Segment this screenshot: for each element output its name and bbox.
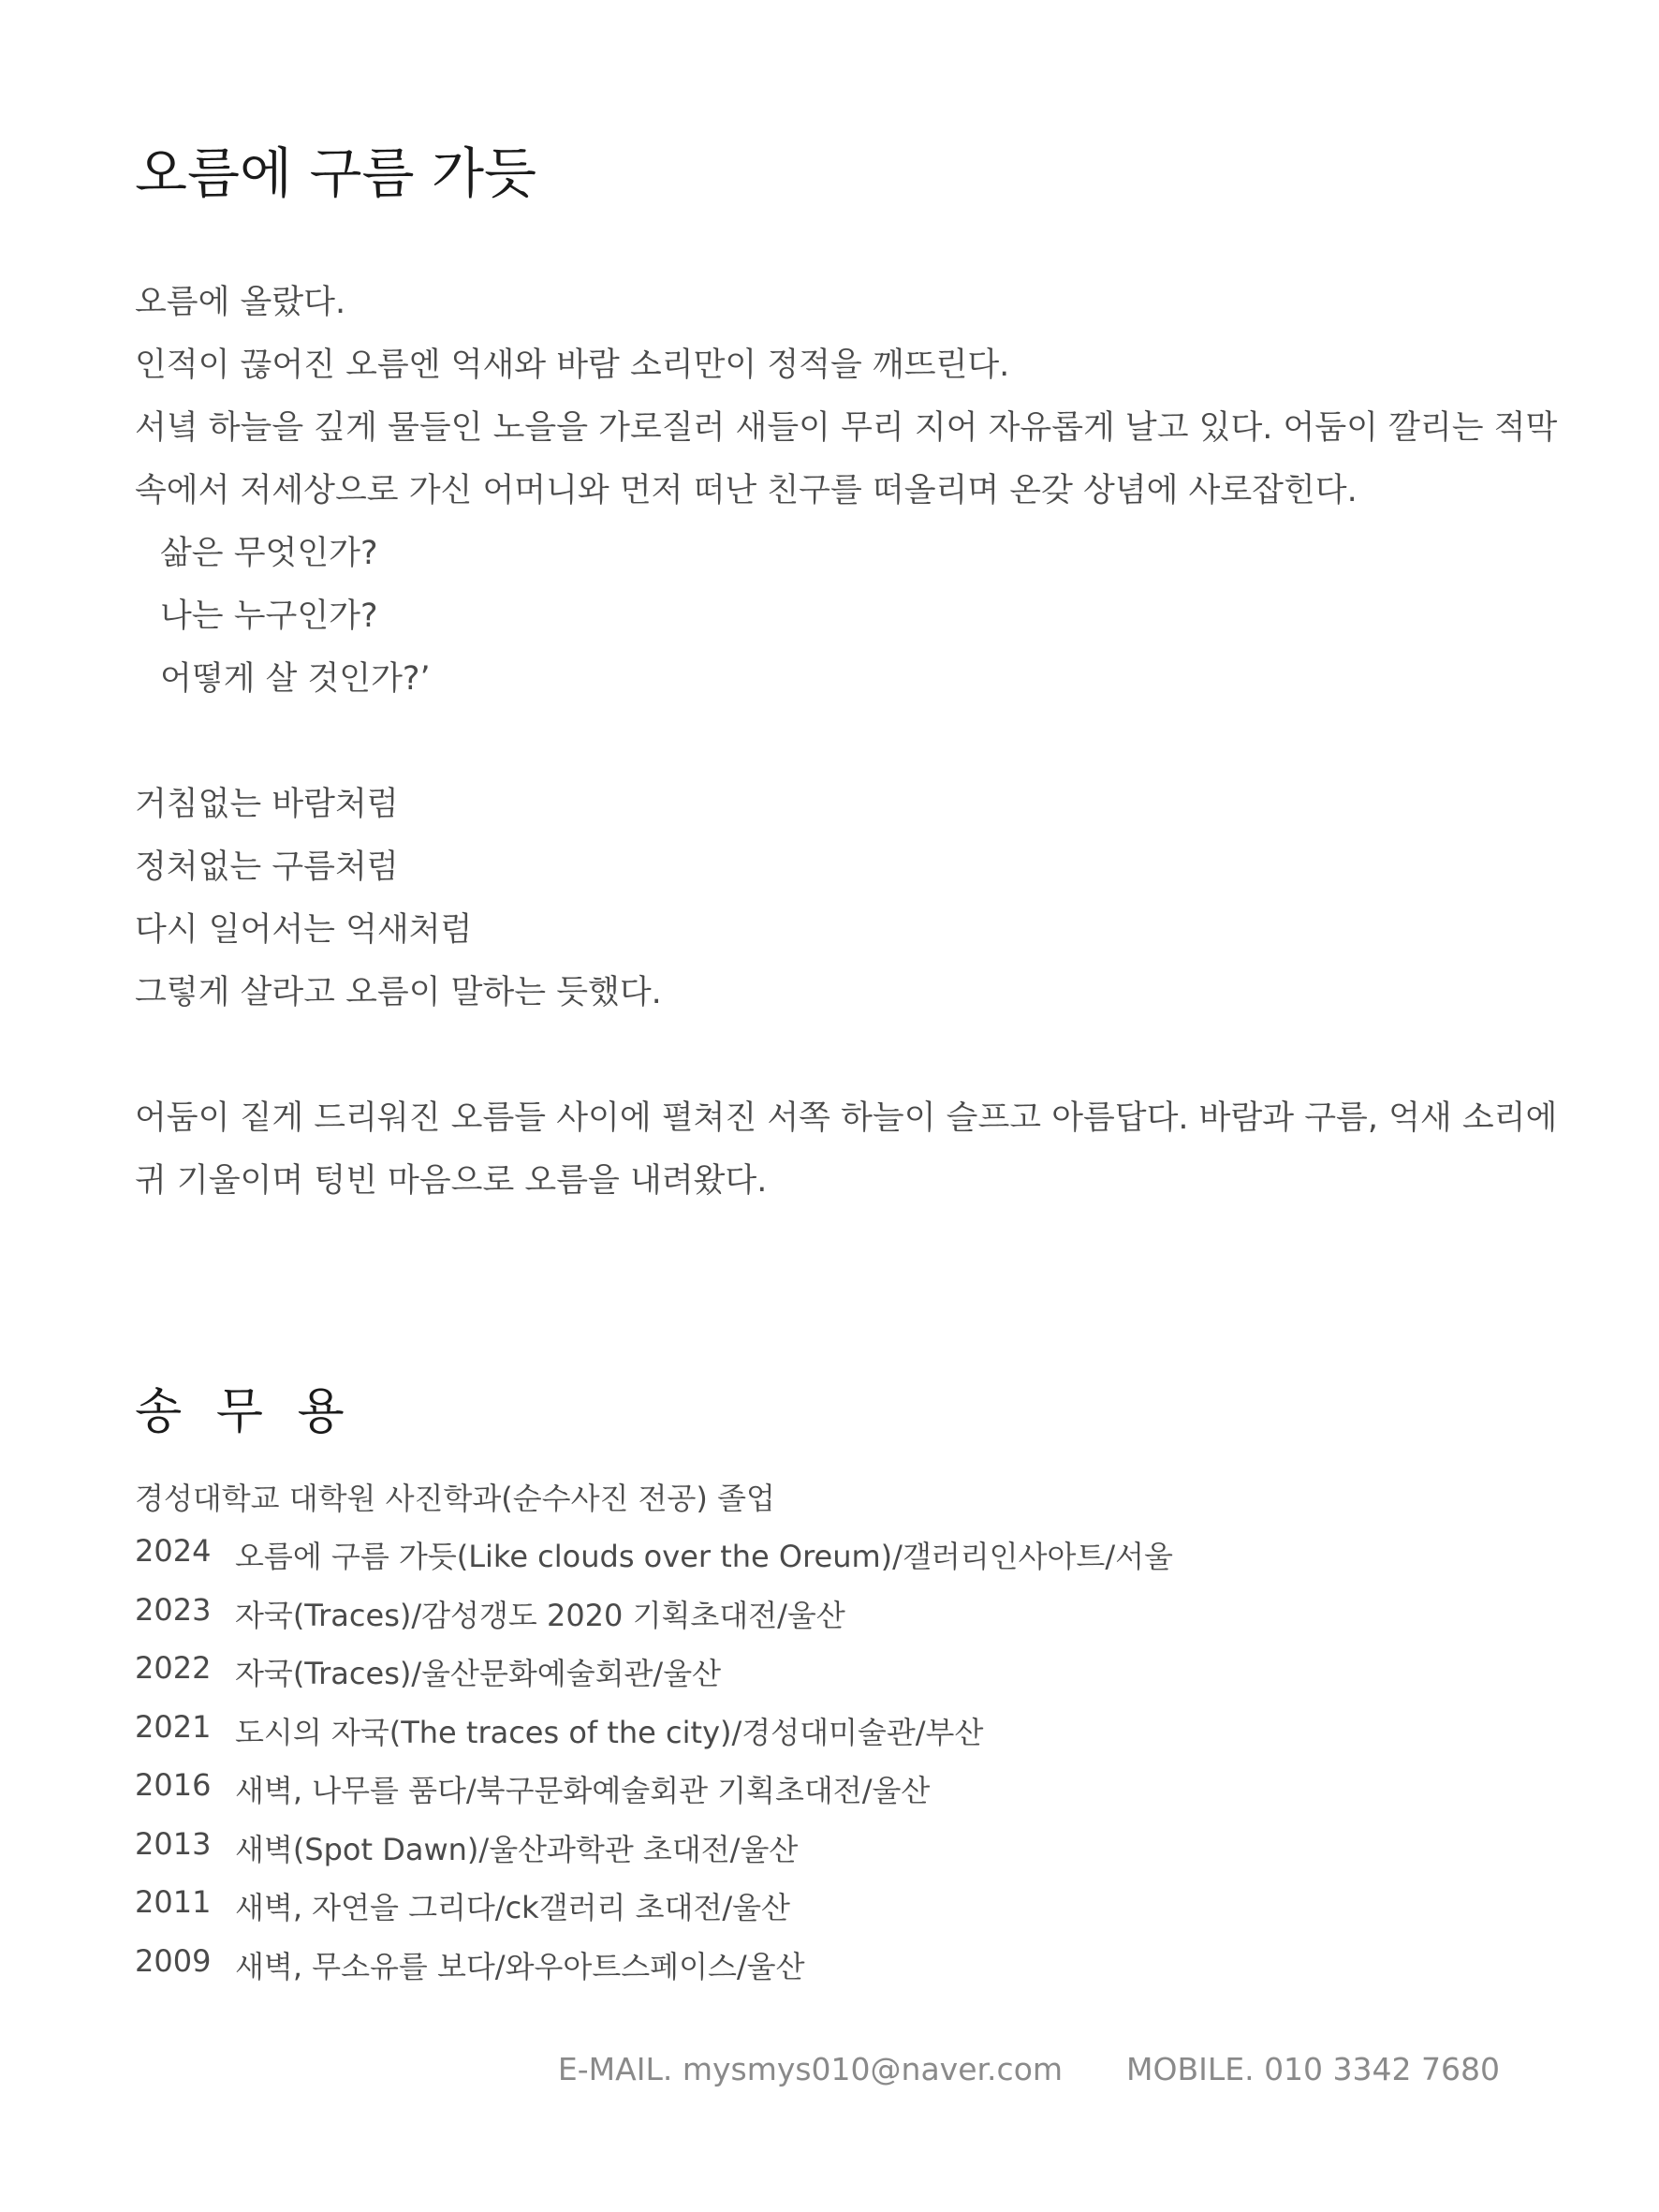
essay-question: 나는 누구인가? — [160, 597, 378, 635]
exhibition-item — [135, 1709, 1539, 1768]
contact-mobile: MOBILE. 010 3342 7680 — [1126, 2051, 1500, 2087]
essay-line: 귀 기울이며 텅빈 마음으로 오름을 내려왔다. — [135, 1162, 768, 1200]
page-title: 오름에 구름 가듯 — [135, 141, 537, 205]
exhibition-item — [135, 1650, 1539, 1709]
exhibition-desc: 새벽, 자연을 그리다/ck갤러리 초대전/울산 — [235, 1890, 790, 1925]
essay-line: 어둠이 짙게 드리워진 오름들 사이에 펼쳐진 서쪽 하늘이 슬프고 아름답다. 바람과 구름, 억새 소리에 — [135, 1099, 1558, 1137]
paragraph-gap — [135, 711, 1539, 774]
exhibition-item — [135, 1767, 1539, 1826]
exhibition-year: 2021 — [135, 1708, 212, 1745]
essay-line: 서녘 하늘을 깊게 물들인 노을을 가로질러 새들이 무리 지어 자유롭게 날고 있다. 어둠이 깔리는 적막 — [135, 409, 1558, 447]
essay-line: 인적이 끊어진 오름엔 억새와 바람 소리만이 정적을 깨뜨린다. — [135, 347, 1010, 384]
essay-line: 거침없는 바람처럼 — [135, 786, 399, 823]
essay-line: 그렇게 살라고 오름이 말하는 듯했다. — [135, 974, 662, 1011]
exhibition-item — [135, 1533, 1539, 1592]
exhibition-desc: 새벽, 무소유를 보다/와우아트스페이스/울산 — [235, 1948, 805, 1984]
exhibition-year: 2023 — [135, 1591, 212, 1628]
exhibition-desc: 새벽(Spot Dawn)/울산과학관 초대전/울산 — [235, 1831, 799, 1867]
exhibition-year: 2011 — [135, 1884, 212, 1920]
author-name: 송 무 용 — [135, 1384, 354, 1440]
exhibition-desc: 자국(Traces)/울산문화예술회관/울산 — [235, 1656, 722, 1691]
contact-email[interactable]: E-MAIL. mysmys010@naver.com — [557, 2051, 1064, 2087]
exhibition-year: 2013 — [135, 1825, 212, 1862]
exhibition-item — [135, 1884, 1539, 1943]
exhibition-desc: 새벽, 나무를 품다/북구문화예술회관 기획초대전/울산 — [235, 1773, 931, 1808]
exhibition-item — [135, 1943, 1539, 2002]
paragraph-gap — [135, 1025, 1539, 1087]
essay-line: 속에서 저세상으로 가신 어머니와 먼저 떠난 친구를 떠올리며 온갖 상념에 사로잡힌다. — [135, 472, 1358, 509]
exhibition-desc: 자국(Traces)/감성갱도 2020 기획초대전/울산 — [235, 1597, 845, 1633]
author-education: 경성대학교 대학원 사진학과(순수사진 전공) 졸업 — [135, 1481, 775, 1516]
exhibition-item — [135, 1826, 1539, 1885]
essay-line: 다시 일어서는 억새처럼 — [135, 911, 473, 949]
essay-line: 오름에 올랐다. — [135, 284, 346, 321]
exhibition-year: 2024 — [135, 1533, 212, 1569]
exhibition-item — [135, 1592, 1539, 1651]
essay-question: 삶은 무엇인가? — [160, 535, 378, 572]
contact-info — [558, 2051, 1500, 2087]
exhibition-list — [135, 1533, 1539, 2001]
essay-body — [135, 272, 1558, 1213]
exhibition-year: 2009 — [135, 1942, 212, 1979]
essay-line: 정처없는 구름처럼 — [135, 848, 399, 886]
exhibition-desc: 오름에 구름 가듯(Like clouds over the Oreum)/갤러리인사아트/서울 — [235, 1539, 1173, 1574]
exhibition-desc: 도시의 자국(The traces of the city)/경성대미술관/부산 — [235, 1714, 984, 1750]
essay-question: 어떻게 살 것인가?’ — [160, 660, 431, 698]
exhibition-year: 2016 — [135, 1767, 212, 1803]
exhibition-year: 2022 — [135, 1650, 212, 1686]
